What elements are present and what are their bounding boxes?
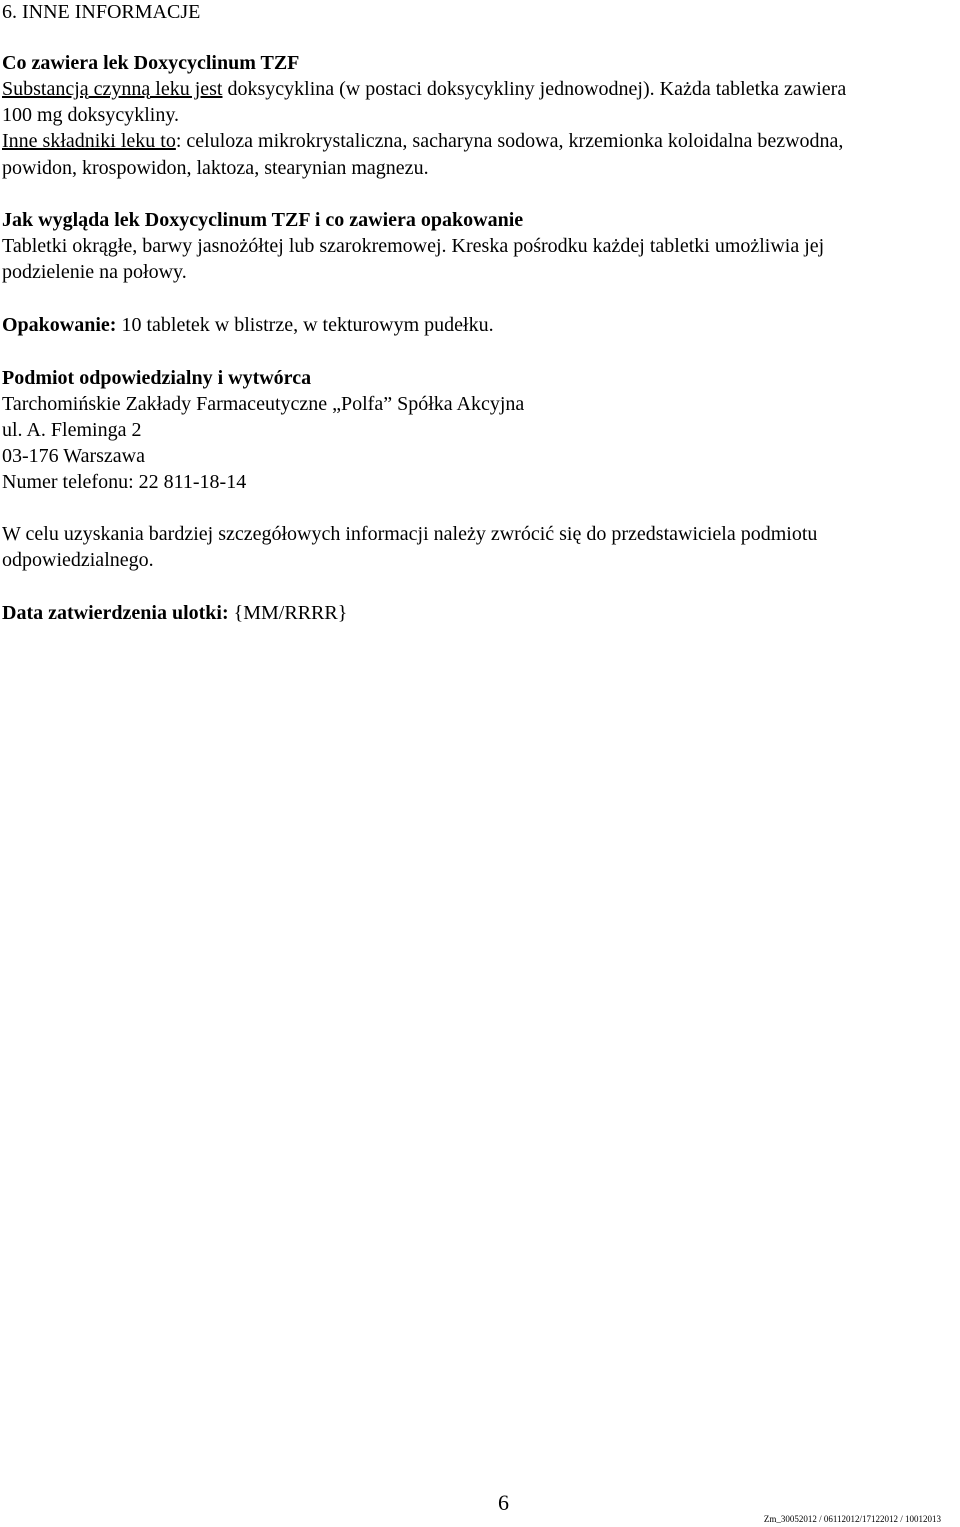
- active-substance-label: Substancją czynną leku jest: [2, 78, 223, 100]
- appearance-text-1: Tabletki okrągłe, barwy jasnożółtej lub szarokremowej. Kreska pośrodku każdej tabletki umożliwia jej: [2, 235, 825, 257]
- section-title: 6. INNE INFORMACJE: [2, 1, 201, 23]
- other-ingredients-line-2: powidon, krospowidon, laktoza, stearynian magnezu.: [2, 157, 429, 179]
- manufacturer-name: Tarchomińskie Zakłady Farmaceutyczne „Polfa” Spółka Akcyjna: [2, 393, 525, 415]
- document-code: Zm_30052012 / 06112012/17122012 / 10012013: [763, 1514, 941, 1524]
- manufacturer-city: 03-176 Warszawa: [2, 445, 145, 467]
- manufacturer-street: ul. A. Fleminga 2: [2, 419, 142, 441]
- manufacturer-heading: Podmiot odpowiedzialny i wytwórca: [2, 367, 312, 389]
- packaging-label: Opakowanie:: [2, 314, 117, 336]
- manufacturer-phone: Numer telefonu: 22 811-18-14: [2, 471, 247, 493]
- approval-value: {MM/RRRR}: [228, 602, 348, 624]
- active-substance-text: doksycyklina (w postaci doksycykliny jednowodnej). Każda tabletka zawiera: [222, 78, 847, 100]
- appearance-text-2: podzielenie na połowy.: [2, 261, 187, 283]
- other-ingredients-line: [2, 128, 843, 154]
- approval-line: [2, 600, 347, 626]
- appearance-heading: Jak wygląda lek Doxycyclinum TZF i co zawiera opakowanie: [2, 209, 524, 231]
- composition-heading: Co zawiera lek Doxycyclinum TZF: [2, 52, 300, 74]
- contact-text-1: W celu uzyskania bardziej szczegółowych informacji należy zwrócić się do przedstawiciela podmiotu: [2, 523, 818, 545]
- contact-text-2: odpowiedzialnego.: [2, 549, 154, 571]
- active-substance-line: [2, 76, 846, 102]
- packaging-line: [2, 312, 494, 338]
- approval-label: Data zatwierdzenia ulotki:: [2, 602, 229, 624]
- page-number: 6: [498, 1490, 509, 1515]
- other-ingredients-label: Inne składniki leku to: [2, 130, 176, 152]
- active-substance-line-2: 100 mg doksycykliny.: [2, 104, 180, 126]
- other-ingredients-text: : celuloza mikrokrystaliczna, sacharyna sodowa, krzemionka koloidalna bezwodna,: [175, 130, 844, 152]
- packaging-text: 10 tabletek w blistrze, w tekturowym pudełku.: [116, 314, 494, 336]
